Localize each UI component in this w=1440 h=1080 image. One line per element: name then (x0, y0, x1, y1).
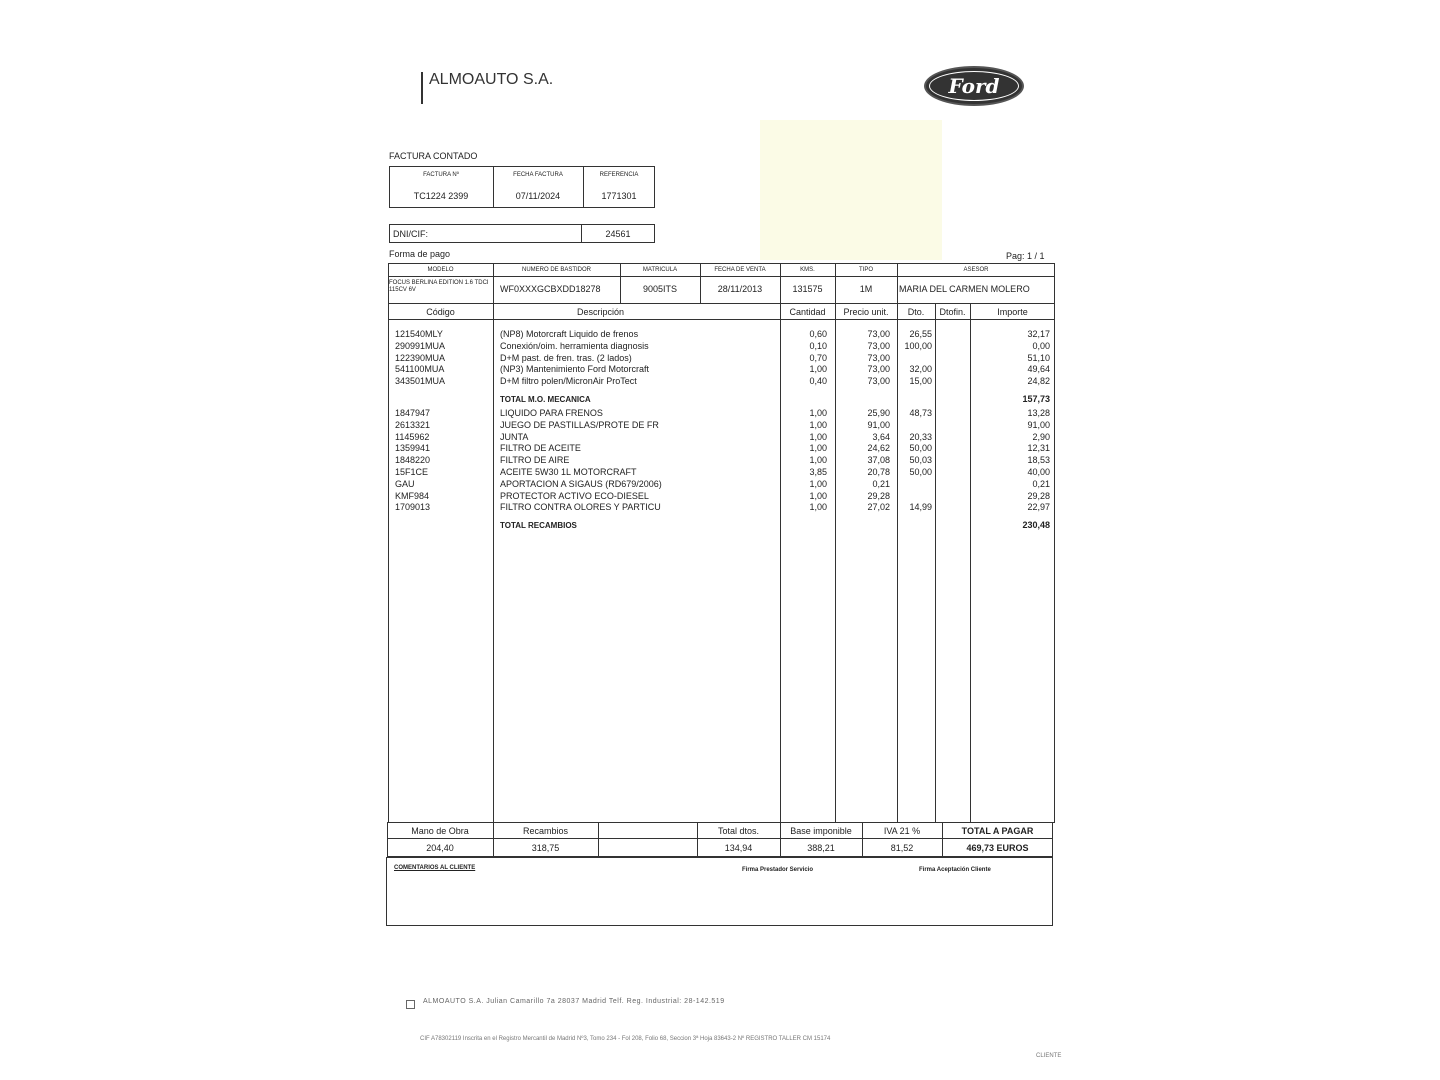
invoice-table (388, 263, 1055, 823)
part-desc: JUEGO DE PASTILLAS/PROTE DE FR (500, 419, 659, 430)
vehicle-header-fecha-venta: FECHA DE VENTA (714, 267, 766, 273)
part-dto: 50,00 (909, 443, 932, 454)
parts-cant-column (780, 408, 827, 514)
forma-pago: Forma de pago (389, 249, 451, 259)
total-pagar-label: TOTAL A PAGAR (961, 826, 1034, 836)
total-dtos-value: 134,94 (724, 843, 753, 853)
part-cant: 1,00 (809, 490, 827, 501)
part-dto: 50,03 (909, 455, 932, 466)
part-codigo: 1709013 (395, 502, 431, 513)
dni-label: DNI/CIF: (393, 229, 428, 239)
part-codigo: 2613321 (395, 419, 431, 430)
firma-servicio-label: Firma Prestador Servicio (742, 867, 814, 873)
company-name: ALMOAUTO S.A. (429, 71, 554, 88)
labor-cant-column (780, 329, 827, 388)
part-importe: 2,90 (1032, 431, 1050, 442)
vehicle-header-asesor: ASESOR (963, 267, 989, 273)
labor-precio: 73,00 (867, 329, 890, 339)
parts-precio-column (835, 408, 890, 514)
dni-value: 24561 (605, 229, 631, 239)
vehicle-fecha-venta: 28/11/2013 (717, 284, 763, 294)
labor-importe-column (970, 329, 1050, 388)
labor-dto-column (897, 329, 932, 388)
labor-desc: Conexión/oim. herramienta diagnosis (500, 340, 649, 351)
vehicle-header-kms: KMS. (800, 267, 815, 273)
part-precio: 27,02 (867, 502, 890, 513)
part-dto (897, 479, 932, 491)
labor-desc: (NP3) Mantenimiento Ford Motorcraft (500, 364, 650, 375)
page-number: Pag: 1 / 1 (1006, 251, 1045, 261)
part-cant: 1,00 (809, 419, 827, 430)
iva-label: IVA 21 % (883, 826, 921, 836)
part-importe: 12,31 (1027, 443, 1050, 454)
part-desc: JUNTA (500, 431, 529, 442)
invoice-type: FACTURA CONTADO (389, 151, 478, 161)
copy-label: CLIENTE (1036, 1053, 1062, 1059)
labor-importe: 32,17 (1027, 329, 1050, 339)
labor-desc: D+M past. de fren. tras. (2 lados) (500, 352, 632, 363)
vehicle-tipo: 1M (859, 284, 873, 294)
footer-logo-icon (406, 1000, 415, 1009)
part-precio: 29,28 (867, 490, 890, 501)
part-precio: 24,62 (867, 443, 890, 454)
part-dto (897, 420, 932, 432)
col-header-codigo: Código (426, 307, 455, 317)
parts-codigo-column (395, 408, 430, 514)
part-importe: 0,21 (1032, 478, 1050, 489)
part-cant: 1,00 (809, 408, 827, 418)
fecha-factura: 07/11/2024 (515, 191, 561, 201)
part-desc: FILTRO DE AIRE (500, 455, 570, 466)
col-header-cantidad: Cantidad (789, 307, 826, 317)
labor-importe: 24,82 (1027, 376, 1050, 387)
col-header-precio: Precio unit. (843, 307, 889, 317)
parts-importe-column (970, 408, 1050, 514)
referencia-label: REFERENCIA (599, 172, 639, 178)
iva-value: 81,52 (890, 843, 914, 853)
labor-codigo: 343501MUA (395, 376, 446, 387)
header-bar (421, 72, 423, 104)
total-dtos-label: Total dtos. (717, 826, 760, 836)
labor-dto: 32,00 (909, 364, 932, 375)
firma-cliente-label: Firma Aceptación Cliente (919, 867, 991, 873)
part-dto: 20,33 (909, 431, 932, 442)
part-precio: 25,90 (867, 408, 890, 418)
labor-total-value: 157,73 (1022, 394, 1050, 404)
base-imponible-value: 388,21 (807, 843, 835, 853)
col-header-dtofin: Dtofin. (939, 307, 966, 317)
labor-dto: 15,00 (909, 376, 932, 387)
part-codigo: 1145962 (395, 431, 430, 442)
parts-dto-column (897, 408, 932, 514)
part-codigo: 1848220 (395, 455, 431, 466)
vehicle-header-matricula: MATRICULA (642, 267, 678, 273)
labor-desc: (NP8) Motorcraft Liquido de frenos (500, 329, 639, 339)
part-cant: 1,00 (809, 431, 827, 442)
vehicle-header-modelo: MODELO (427, 267, 454, 273)
labor-dto (897, 353, 932, 365)
part-cant: 1,00 (809, 455, 827, 466)
mano-obra-label: Mano de Obra (411, 826, 469, 836)
total-pagar-value: 469,73 EUROS (966, 843, 1029, 853)
comentarios-label: COMENTARIOS AL CLIENTE (394, 865, 476, 871)
labor-importe: 0,00 (1032, 340, 1050, 351)
part-dto: 50,00 (909, 466, 932, 477)
part-cant: 1,00 (809, 443, 827, 454)
part-cant: 3,85 (809, 466, 827, 477)
part-importe: 18,53 (1027, 455, 1050, 466)
factura-label: FACTURA Nº (423, 172, 459, 178)
part-precio: 0,21 (872, 478, 890, 489)
fecha-factura-label: FECHA FACTURA (513, 172, 563, 178)
ford-logo (924, 66, 1024, 106)
part-importe: 22,97 (1027, 502, 1050, 513)
vehicle-matricula: 9005ITS (642, 284, 678, 294)
footer-line-2: CIF A78302119 Inscrita en el Registro Mercantil de Madrid Nº3, Tomo 234 - Fol 208, Folio 68, Seccion 3ª Hoja 83643-2 Nº REGISTRO TALLER CM 15174 (420, 1036, 831, 1042)
part-cant: 1,00 (809, 502, 827, 513)
part-codigo: KMF984 (395, 490, 430, 501)
vehicle-header-bastidor: NUMERO DE BASTIDOR (521, 267, 591, 273)
labor-precio-column (835, 329, 890, 388)
part-dto: 48,73 (909, 408, 932, 418)
part-desc: APORTACION A SIGAUS (RD679/2006) (500, 478, 662, 489)
labor-importe: 51,10 (1027, 352, 1050, 363)
col-header-descripcion: Descripción (576, 307, 625, 317)
part-precio: 20,78 (867, 466, 890, 477)
part-importe: 40,00 (1027, 466, 1050, 477)
labor-cant: 1,00 (809, 364, 827, 375)
labor-dto: 26,55 (909, 329, 932, 339)
labor-precio: 73,00 (867, 364, 890, 375)
labor-cant: 0,10 (809, 340, 827, 351)
vehicle-kms: 131575 (792, 284, 823, 294)
part-precio: 3,64 (872, 431, 890, 442)
ford-logo-text: Ford (948, 74, 1000, 98)
labor-cant: 0,70 (809, 352, 827, 363)
labor-total-label: TOTAL M.O. MECANICA (500, 395, 591, 404)
labor-desc-column (500, 329, 649, 388)
part-codigo: 15F1CE (395, 466, 429, 477)
labor-desc: D+M filtro polen/MicronAir ProTect (500, 376, 637, 387)
part-importe: 91,00 (1027, 419, 1050, 430)
labor-cant: 0,60 (809, 329, 827, 339)
labor-codigo: 122390MUA (395, 352, 446, 363)
vehicle-modelo: FOCUS BERLINA EDITION 1.6 TDCI 115CV 6V (389, 280, 489, 293)
part-desc: FILTRO DE ACEITE (500, 443, 581, 454)
labor-codigo-column (395, 329, 445, 388)
parts-desc-column (500, 408, 662, 514)
part-codigo: 1847947 (395, 408, 431, 418)
col-header-importe: Importe (997, 307, 1028, 317)
labor-codigo: 290991MUA (395, 340, 446, 351)
mano-obra-value: 204,40 (426, 843, 454, 853)
part-desc: ACEITE 5W30 1L MOTORCRAFT (500, 466, 637, 477)
recambios-label: Recambios (522, 826, 569, 836)
parts-total-value: 230,48 (1022, 520, 1050, 530)
labor-precio: 73,00 (867, 376, 890, 387)
part-precio: 91,00 (867, 419, 890, 430)
vehicle-asesor: MARIA DEL CARMEN MOLERO (899, 284, 1030, 294)
part-precio: 37,08 (867, 455, 890, 466)
factura-number: TC1224 2399 (413, 191, 469, 201)
recambios-value: 318,75 (531, 843, 560, 853)
part-importe: 13,28 (1027, 408, 1050, 418)
parts-total-label: TOTAL RECAMBIOS (500, 521, 577, 530)
vehicle-bastidor: WF0XXXGCBXDD18278 (500, 284, 601, 294)
part-dto (897, 491, 932, 503)
labor-cant: 0,40 (809, 376, 827, 387)
part-codigo: 1359941 (395, 443, 431, 454)
part-desc: PROTECTOR ACTIVO ECO-DIESEL (500, 490, 649, 501)
part-dto: 14,99 (909, 502, 932, 513)
part-desc: FILTRO CONTRA OLORES Y PARTICU (500, 502, 661, 513)
part-importe: 29,28 (1027, 490, 1050, 501)
labor-codigo: 121540MLY (395, 329, 443, 339)
labor-importe: 49,64 (1027, 364, 1050, 375)
labor-dto: 100,00 (904, 340, 932, 351)
labor-precio: 73,00 (867, 340, 890, 351)
footer-line-1: ALMOAUTO S.A. Julian Camarillo 7a 28037 Madrid Telf. Reg. Industrial: 28-142.519 (423, 998, 725, 1005)
labor-precio: 73,00 (867, 352, 890, 363)
labor-codigo: 541100MUA (395, 364, 445, 375)
part-cant: 1,00 (809, 478, 827, 489)
scan-smudge (760, 120, 942, 260)
part-codigo: GAU (395, 478, 415, 489)
vehicle-header-tipo: TIPO (858, 267, 873, 273)
referencia: 1771301 (601, 191, 637, 201)
col-header-dto: Dto. (907, 307, 925, 317)
base-imponible-label: Base imponible (790, 826, 852, 836)
part-desc: LIQUIDO PARA FRENOS (500, 408, 603, 418)
